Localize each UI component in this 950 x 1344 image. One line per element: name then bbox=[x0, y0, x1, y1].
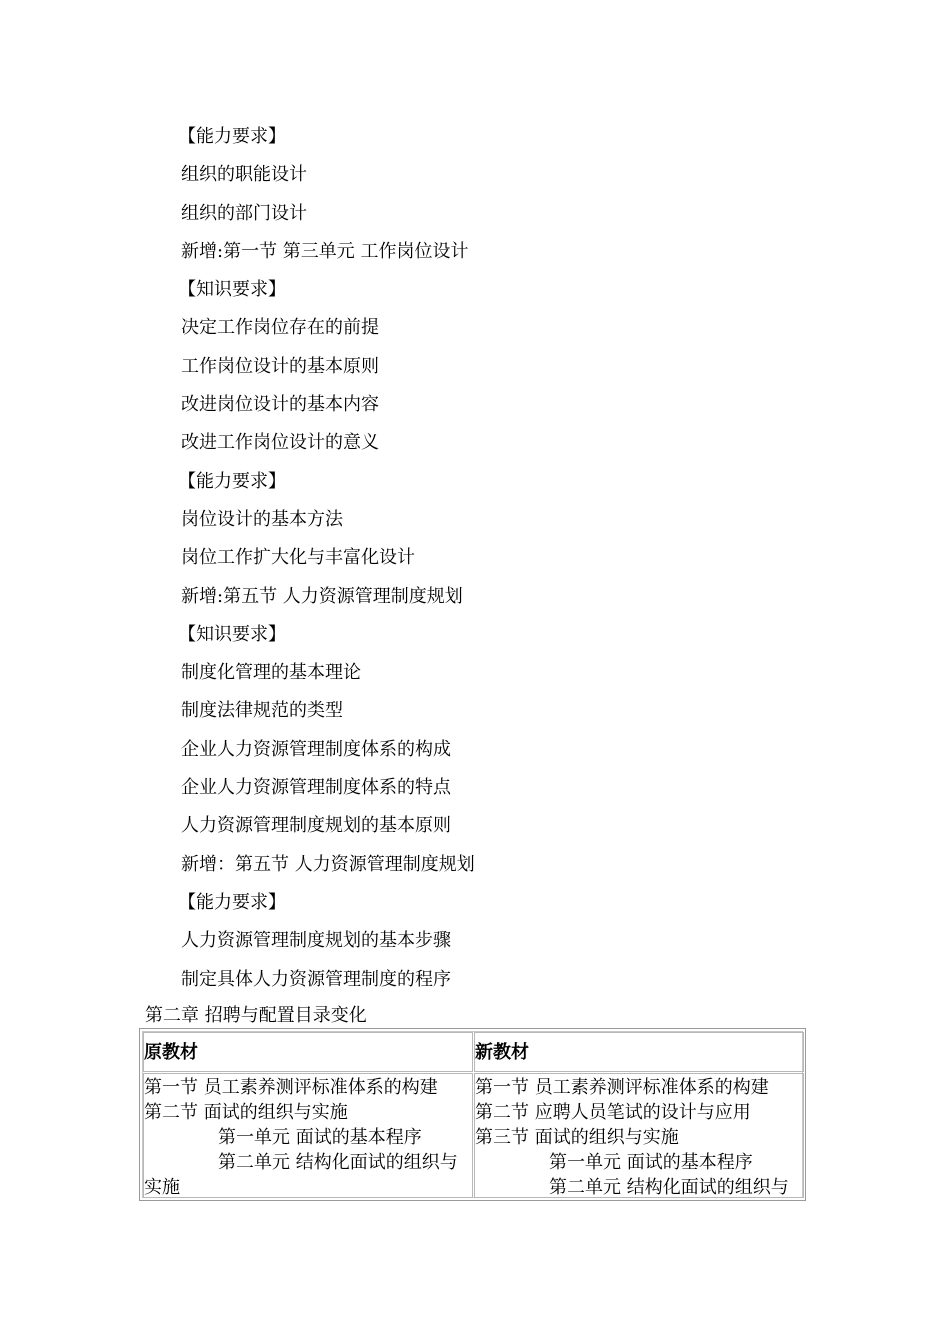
section-heading: 【知识要求】 bbox=[178, 623, 286, 645]
outline-item: 组织的职能设计 bbox=[181, 164, 307, 186]
comparison-table bbox=[139, 1028, 806, 1201]
section-line: 第一节 员工素养测评标准体系的构建 bbox=[144, 1077, 438, 1098]
outline-item: 工作岗位设计的基本原则 bbox=[181, 355, 379, 377]
outline-item: 制度化管理的基本理论 bbox=[181, 662, 361, 684]
outline-item: 制定具体人力资源管理制度的程序 bbox=[181, 968, 451, 990]
outline-item: 改进工作岗位设计的意义 bbox=[181, 432, 379, 454]
section-heading: 【能力要求】 bbox=[178, 470, 286, 492]
header-original-label: 原教材 bbox=[144, 1042, 198, 1063]
unit-line: 第二单元 结构化面试的组织与 bbox=[218, 1152, 458, 1173]
table-header-original bbox=[143, 1032, 473, 1072]
section-heading: 【知识要求】 bbox=[178, 279, 286, 301]
section-heading: 【能力要求】 bbox=[178, 891, 286, 913]
outline-item: 新增:第一节 第三单元 工作岗位设计 bbox=[181, 240, 469, 262]
table-cell-original bbox=[143, 1073, 473, 1198]
section-line: 第二节 面试的组织与实施 bbox=[144, 1102, 348, 1123]
table-cell-new bbox=[474, 1073, 804, 1198]
section-line: 实施 bbox=[144, 1177, 180, 1198]
outline-item: 新增:第五节 人力资源管理制度规划 bbox=[181, 585, 463, 607]
unit-line: 第一单元 面试的基本程序 bbox=[549, 1152, 753, 1173]
header-new-label: 新教材 bbox=[475, 1042, 529, 1063]
section-line: 第二节 应聘人员笔试的设计与应用 bbox=[475, 1102, 751, 1123]
outline-item: 组织的部门设计 bbox=[181, 202, 307, 224]
outline-item: 制度法律规范的类型 bbox=[181, 700, 343, 722]
outline-item: 岗位工作扩大化与丰富化设计 bbox=[181, 547, 415, 569]
new-contents bbox=[475, 1075, 803, 1198]
section-line: 第三节 面试的组织与实施 bbox=[475, 1127, 679, 1148]
outline-item: 人力资源管理制度规划的基本步骤 bbox=[181, 930, 451, 952]
outline-item: 改进岗位设计的基本内容 bbox=[181, 394, 379, 416]
chapter-title: 第二章 招聘与配置目录变化 bbox=[145, 1005, 367, 1026]
outline-item: 新增：第五节 人力资源管理制度规划 bbox=[181, 853, 475, 875]
outline-item: 决定工作岗位存在的前提 bbox=[181, 317, 379, 339]
section-heading: 【能力要求】 bbox=[178, 126, 286, 147]
outline-item: 企业人力资源管理制度体系的构成 bbox=[181, 738, 451, 760]
outline-item: 人力资源管理制度规划的基本原则 bbox=[181, 815, 451, 837]
unit-line: 第一单元 面试的基本程序 bbox=[218, 1127, 422, 1148]
outline-list bbox=[178, 118, 881, 999]
outline-item: 岗位设计的基本方法 bbox=[181, 508, 343, 530]
unit-line: 第二单元 结构化面试的组织与 bbox=[549, 1177, 789, 1198]
original-contents bbox=[144, 1075, 472, 1198]
outline-item: 企业人力资源管理制度体系的特点 bbox=[181, 777, 451, 799]
section-line: 第一节 员工素养测评标准体系的构建 bbox=[475, 1077, 769, 1098]
table-header-new bbox=[474, 1032, 804, 1072]
